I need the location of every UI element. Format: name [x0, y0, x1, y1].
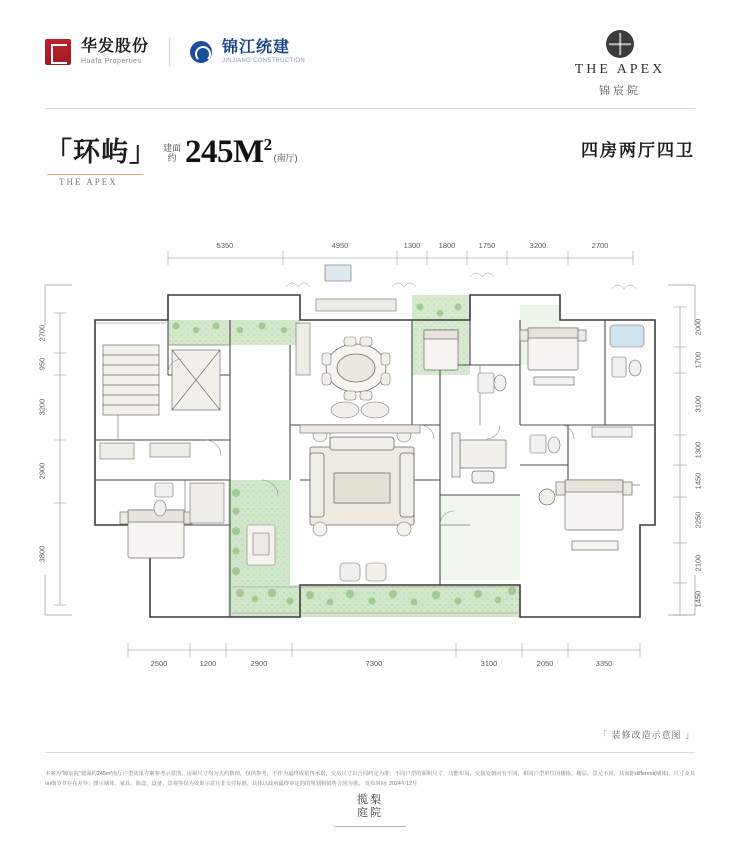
dim-top-4: 1750 [478, 241, 496, 250]
dim-top-0: 5350 [216, 241, 234, 250]
footer-brand [0, 794, 740, 828]
disclaimer-text: 本案为"锦宸院"建面约245m²南厅户型效果方案参考示意图，房屋尺寸均为大约数值，仅供参考，不作为最终成销售承诺，交房尺寸以合同约定为准；不同户型的面积尺寸、功能布局、交接处朝向有不同，相同户型单位因楼栋、楼层、景元不同，其间距different(墙体)、尺寸及其он细节节存在差异；图示墙体、家具、陈设、设备、景观等仅为效果示意且非交付标准，具体以政府最终审定的的规划和销售合同为准。 发布时间: 2024年12月 [45, 771, 695, 787]
room-config: 四房两厅四卫 [581, 141, 695, 160]
title-rule [47, 174, 143, 175]
dim-top-1: 4950 [331, 241, 349, 250]
dim-bottom-0: 2500 [150, 659, 168, 668]
dim-right-7: 1450 [693, 590, 703, 608]
dim-right-4: 1450 [693, 472, 703, 490]
dim-bottom-4: 3100 [480, 659, 498, 668]
jinjiang-logo-cn: 锦江统建 [222, 38, 291, 56]
area-value [185, 136, 272, 169]
footer-brand-line1: 揽梨 [357, 793, 383, 806]
title-apex-en: THE APEX [59, 177, 118, 187]
dim-left-1: 950 [37, 357, 47, 371]
dim-bottom-5: 2050 [536, 659, 554, 668]
title-block [45, 130, 695, 190]
area-label: 建面约 [162, 143, 181, 163]
project-logo-cn: 锦宸院 [599, 85, 641, 97]
unit-name: 「环屿」 [45, 137, 157, 167]
title-suffix: (南厅) [273, 152, 298, 163]
dim-right-1: 1700 [693, 351, 703, 369]
area-number: 245M [185, 134, 264, 170]
floorplan-drawing [0, 225, 740, 695]
dim-right-0: 2000 [693, 318, 703, 336]
footer-brand-line2: 庭院 [357, 807, 383, 820]
dim-bottom-6: 3350 [595, 659, 613, 668]
huafa-logo-icon [45, 39, 71, 65]
dim-top-3: 1800 [438, 241, 456, 250]
dim-left-2: 3200 [37, 398, 47, 416]
dim-top-5: 3200 [529, 241, 547, 250]
area-unit-sup: 2 [263, 135, 272, 154]
dim-left-4: 3800 [37, 545, 47, 563]
apex-emblem-icon [606, 30, 634, 58]
dim-top-6: 2700 [591, 241, 609, 250]
dim-left-0: 2700 [37, 324, 47, 342]
huafa-logo-en: Huafa Properties [81, 57, 142, 65]
dim-right-2: 3100 [693, 395, 703, 413]
dim-bottom-3: 7300 [365, 659, 383, 668]
developer-logos [45, 38, 305, 66]
dim-right-6: 2100 [693, 554, 703, 572]
jinjiang-logo-icon [190, 41, 212, 63]
huafa-logo-cn: 华发股份 [81, 38, 150, 56]
floorplan-svg [0, 225, 740, 695]
jinjiang-logo-en: JINJIANG CONSTRUCTION [222, 58, 305, 65]
logo-divider [169, 38, 170, 66]
page-header [0, 30, 740, 100]
dim-bottom-1: 1200 [199, 659, 217, 668]
renovation-note: 「 装修改造示意图 」 [597, 730, 695, 740]
dim-top-2: 1300 [403, 241, 421, 250]
dim-bottom-2: 2900 [250, 659, 268, 668]
header-divider [45, 108, 695, 109]
dim-right-3: 1300 [693, 441, 703, 459]
dim-left-3: 2900 [37, 462, 47, 480]
dim-right-5: 2250 [693, 511, 703, 529]
footer-brand-rule [334, 826, 406, 827]
project-logo [545, 30, 695, 98]
footer-divider [45, 752, 695, 753]
title-left [45, 130, 298, 187]
project-logo-en: THE APEX [574, 62, 666, 77]
